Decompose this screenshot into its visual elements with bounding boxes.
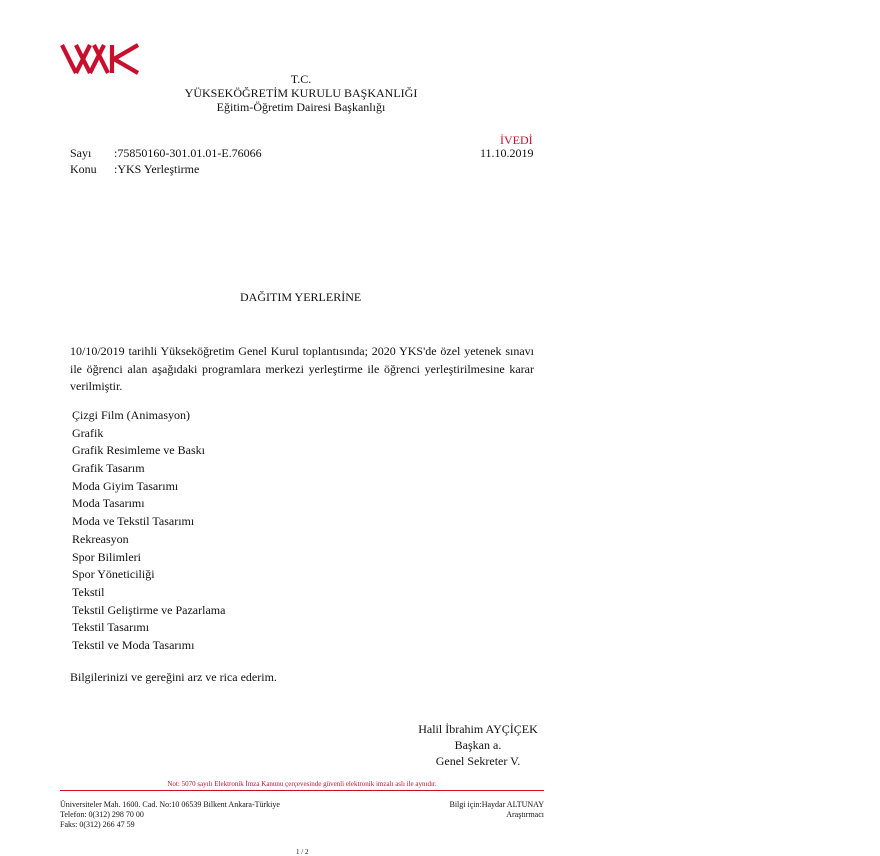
department-name: Eğitim-Öğretim Dairesi Başkanlığı bbox=[216, 100, 386, 114]
urgency-label: İVEDİ bbox=[500, 133, 533, 147]
list-item: Moda ve Tekstil Tasarımı bbox=[72, 514, 195, 529]
signatory-position: Genel Sekreter V. bbox=[435, 754, 521, 768]
closing-sentence: Bilgilerinizi ve gereğini arz ve rica ederim. bbox=[70, 670, 277, 684]
list-item: Tekstil Tasarımı bbox=[72, 620, 150, 635]
distribution-heading: DAĞITIM YERLERİNE bbox=[240, 290, 362, 304]
footer-phone: Telefon: 0(312) 298 70 00 bbox=[60, 810, 144, 819]
list-item: Rekreasyon bbox=[72, 531, 129, 546]
list-item: Grafik bbox=[72, 425, 104, 440]
sayi-label: Sayı bbox=[70, 146, 92, 160]
footer-fax: Faks: 0(312) 266 47 59 bbox=[60, 820, 135, 829]
footer-contact: Bilgi için:Haydar ALTUNAY bbox=[449, 800, 544, 809]
list-item: Moda Tasarımı bbox=[72, 496, 145, 511]
signatory-name: Halil İbrahim AYÇİÇEK bbox=[418, 722, 538, 736]
konu-label: Konu bbox=[70, 162, 97, 176]
list-item: Tekstil ve Moda Tasarımı bbox=[72, 637, 195, 652]
institution-name: YÜKSEKÖĞRETİM KURULU BAŞKANLIĞI bbox=[184, 86, 418, 100]
list-item: Grafik Resimleme ve Baskı bbox=[72, 443, 205, 458]
list-item: Tekstil Geliştirme ve Pazarlama bbox=[72, 602, 226, 617]
list-item: Tekstil bbox=[72, 584, 105, 599]
page-number: 1 / 2 bbox=[296, 848, 309, 856]
document-date: 11.10.2019 bbox=[480, 146, 534, 160]
footer-contact-title: Araştırmacı bbox=[506, 810, 544, 819]
footer-address: Üniversiteler Mah. 1600. Cad. No:10 06539 Bilkent Ankara-Türkiye bbox=[60, 800, 280, 809]
list-item: Çizgi Film (Animasyon) bbox=[72, 408, 190, 422]
body-paragraph: 10/10/2019 tarihli Yükseköğretim Genel Kurul toplantısında; 2020 YKS'de özel yetenek sınavı ile öğrenci alan aşağıdaki programlara merkezi yerleştirme ile öğrenci yerleştirilmesine karar verilmiştir. bbox=[70, 344, 534, 394]
list-item: Grafik Tasarım bbox=[72, 461, 145, 476]
e-signature-note: Not: 5070 sayılı Elektronik İmza Kanunu çerçevesinde güvenli elektronik imzalı aslı ile aynıdır. bbox=[167, 780, 437, 788]
list-item: Spor Yöneticiliği bbox=[72, 567, 155, 582]
footer-divider bbox=[60, 790, 544, 791]
signatory-title: Başkan a. bbox=[454, 738, 502, 752]
yok-logo-icon bbox=[60, 43, 140, 75]
header-tc: T.C. bbox=[290, 72, 312, 86]
program-list bbox=[72, 407, 225, 655]
list-item: Moda Giyim Tasarımı bbox=[72, 478, 179, 493]
konu-value: :YKS Yerleştirme bbox=[114, 162, 200, 176]
sayi-value: :75850160-301.01.01-E.76066 bbox=[114, 146, 262, 160]
list-item: Spor Bilimleri bbox=[72, 549, 141, 564]
